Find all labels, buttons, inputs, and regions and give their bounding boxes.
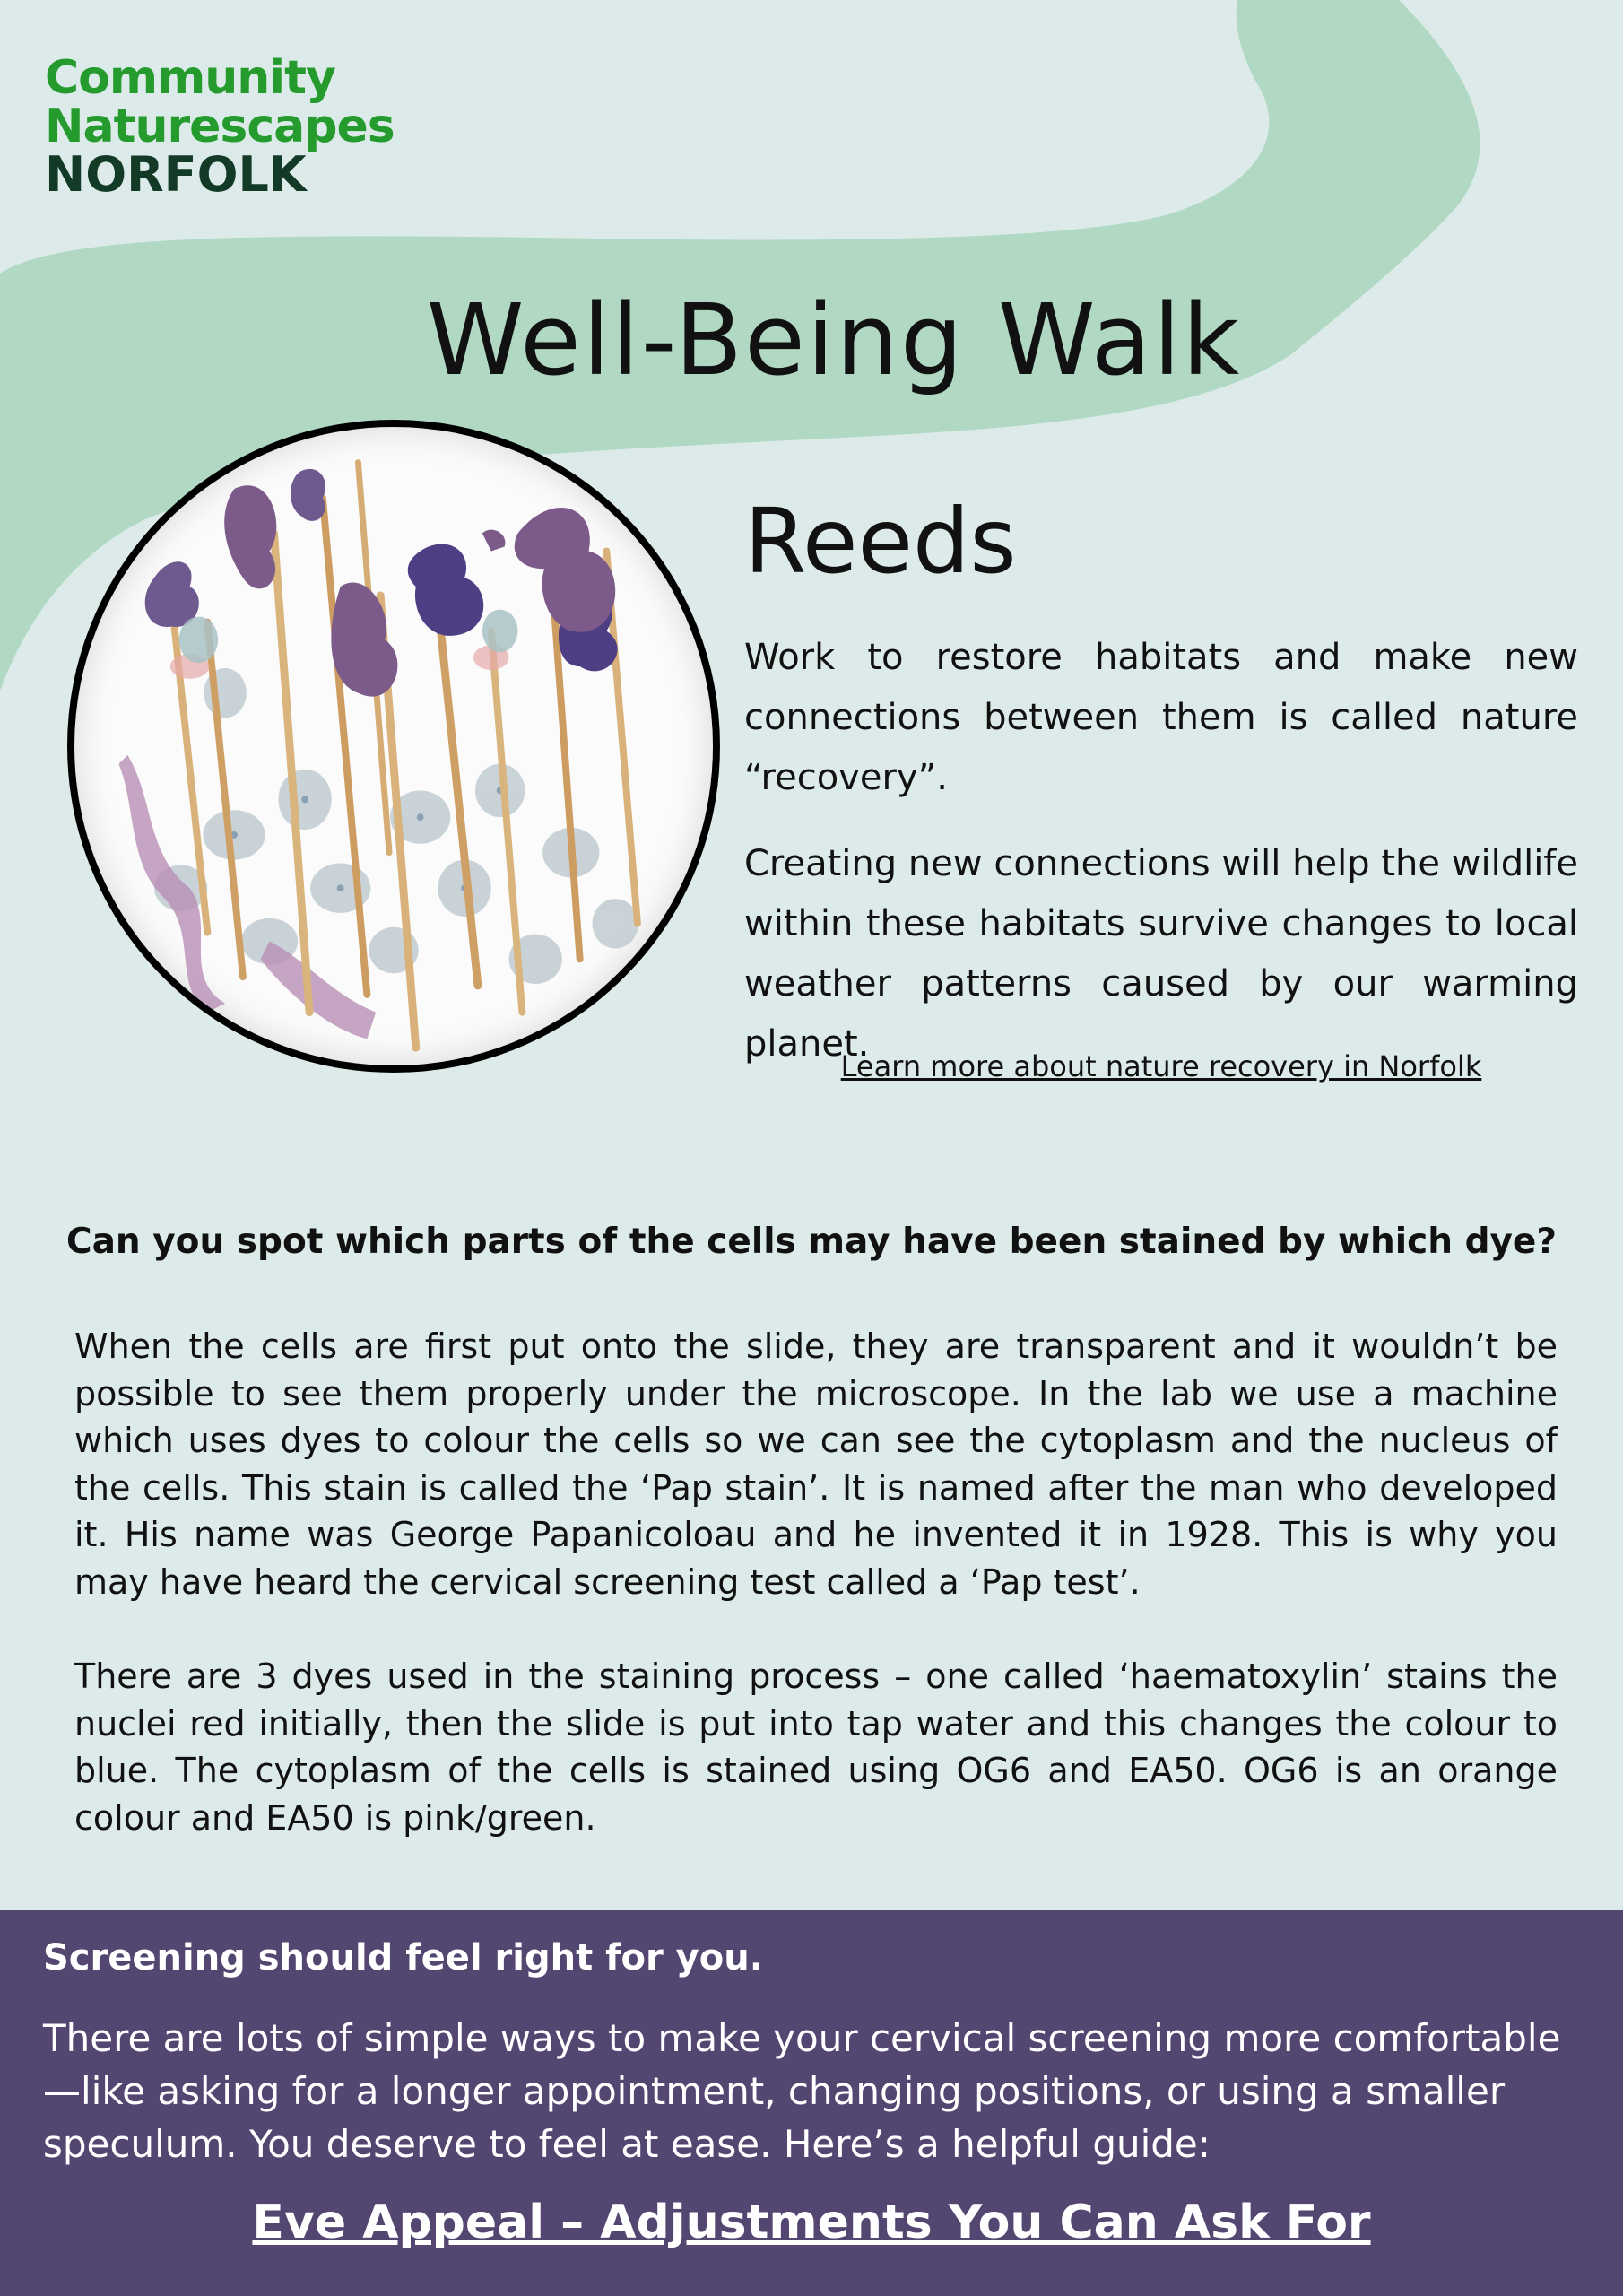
footer-text: There are lots of simple ways to make your cervical screening more comfortable—like asking for a longer appointment, changing positions, or using a smaller speculum. You deserve to feel at ease. Here’s a helpful guide: — [43, 2016, 1561, 2166]
eve-appeal-link[interactable]: Eve Appeal – Adjustments You Can Ask For — [252, 2196, 1371, 2249]
section-paragraph-2: Creating new connections will help the wildlife within these habitats survive changes to local weather patterns caused by our warming planet. — [744, 843, 1578, 1065]
logo-line-naturescapes: Naturescapes — [45, 100, 395, 153]
footer-heading: Screening should feel right for you. — [43, 1937, 763, 1979]
logo — [45, 51, 395, 203]
section-paragraph-1: Work to restore habitats and make new connections between them is called nature “recovery”. — [744, 637, 1578, 798]
question-heading: Can you spot which parts of the cells may have been stained by which dye? — [65, 1222, 1558, 1262]
reeds-cells-collage-icon — [67, 420, 720, 1073]
page-title: Well-Being Walk — [426, 283, 1242, 397]
logo-line-community: Community — [45, 51, 335, 105]
body-paragraph-1: When the cells are first put onto the slide, they are transparent and it wouldn’t be possible to see them properly under the microscope. In the lab we use a machine which uses dyes to colour the cells so we can see the cytoplasm and the nucleus of the cells. This stain is called the ‘Pap stain’. It is named after the man who developed it. His name was George Papanicoloau and he invented it in 1928. This is why you may have heard the cervical screening test called a ‘Pap test’. — [74, 1326, 1558, 1602]
body-paragraph-2: There are 3 dyes used in the staining process – one called ‘haematoxylin’ stains the nuclei red initially, then the slide is put into tap water and this changes the colour to blue. The cytoplasm of the cells is stained using OG6 and EA50. OG6 is an orange colour and EA50 is pink/green. — [74, 1657, 1558, 1838]
logo-line-norfolk: NORFOLK — [45, 146, 307, 203]
section-heading: Reeds — [744, 489, 1017, 594]
learn-more-link[interactable]: Learn more about nature recovery in Norfolk — [840, 1049, 1482, 1083]
